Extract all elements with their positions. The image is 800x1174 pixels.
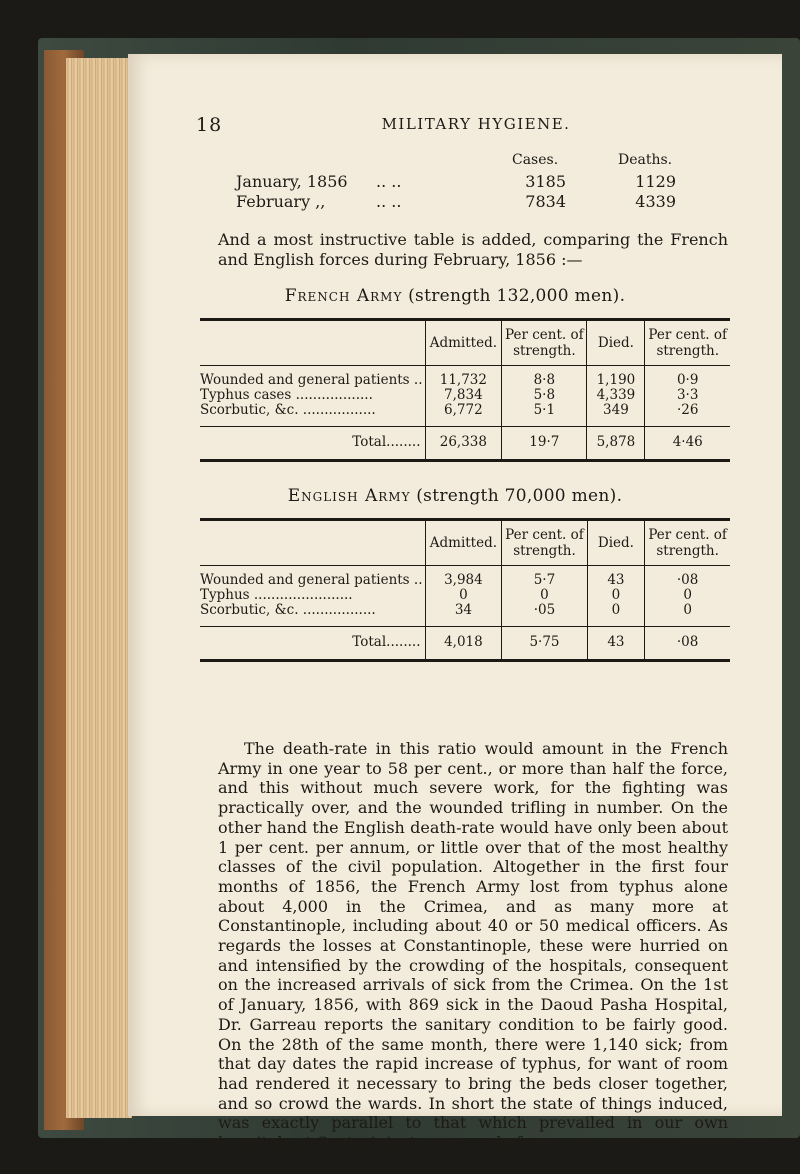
table-row [200, 603, 730, 627]
pct-died-cell: ·08 [645, 627, 730, 661]
col-admitted: Admitted. [425, 320, 502, 366]
french-caption-strength: (strength 132,000 men). [408, 286, 626, 306]
cases-value: 3185 [525, 172, 566, 191]
admitted-cell: 0 [425, 588, 502, 603]
pct-admitted-cell: ·05 [502, 603, 587, 627]
pct-admitted-cell: 5·7 [502, 566, 587, 589]
english-caption-title: English Army [287, 486, 411, 506]
total-row [200, 427, 730, 461]
pct-admitted-cell: 0 [502, 588, 587, 603]
pct-died-cell: ·26 [645, 403, 730, 427]
row-label: Typhus ....................... [200, 587, 353, 603]
died-cell: 349 [587, 403, 645, 427]
died-cell: 0 [587, 603, 645, 627]
col-died: Died. [587, 520, 645, 566]
page-edges [66, 58, 132, 1118]
english-caption [128, 486, 782, 506]
deaths-value: 4339 [635, 192, 676, 211]
died-cell: 0 [587, 588, 645, 603]
body-paragraph: The death-rate in this ratio would amount in the French Army in one year to 58 per cent., or more than half the force, and this without much severe work, for the fighting was practically over, and the wounded trifling in number. On the other hand the English death-rate would have only been about 1 per cent. per annum, or little over that of the most healthy classes of the civil population. Altogether in the first four months of 1856, the French Army lost from typhus alone about 4,000 in the Crimea, and as many more at Constantinople, including about 40 or 50 medical officers. As regards the losses at Constantinople, these were hurried on and intensified by the crowding of the hospitals, consequent on the increased arrivals of sick from the Crimea. On the 1st of January, 1856, with 869 sick in the Daoud Pasha Hospital, Dr. Garreau reports the sanitary condition to be fairly good. On the 28th of the same month, there were 1,140 sick; from that day dates the rapid increase of typhus, for want of room had rendered it necessary to bring the beds closer together, and so crowd the wards. In short the state of things induced, was exactly parallel to that which prevailed in our own hospitals at Scutari, just one year before. [218, 739, 728, 1153]
english-caption-strength: (strength 70,000 men). [416, 486, 623, 506]
admitted-cell: 6,772 [425, 403, 502, 427]
monthly-summary [236, 152, 706, 212]
pct-died-cell: 0 [645, 603, 730, 627]
pct-died-cell: 3·3 [645, 388, 730, 403]
french-caption [128, 286, 782, 306]
table-row [200, 366, 730, 389]
died-cell: 1,190 [587, 366, 645, 389]
pct-died-cell: 4·46 [645, 427, 730, 461]
pct-died-cell: ·08 [645, 566, 730, 589]
pct-admitted-cell: 19·7 [502, 427, 587, 461]
pct-died-cell: 0·9 [645, 366, 730, 389]
col-admitted: Admitted. [425, 520, 502, 566]
admitted-cell: 26,338 [425, 427, 502, 461]
table-header-row [200, 320, 730, 366]
col-pct-died: Per cent. of strength. [645, 320, 730, 366]
died-cell: 4,339 [587, 388, 645, 403]
book-page [128, 54, 782, 1153]
summary-header [236, 152, 706, 172]
deaths-value: 1129 [635, 172, 676, 191]
table-row [200, 588, 730, 603]
intro-paragraph: And a most instructive table is added, comparing the French and English forces during February, 1856 :— [218, 230, 728, 269]
month-label: January, 1856 [236, 172, 348, 191]
leader-dots: .. .. [376, 172, 402, 191]
total-label: Total........ [200, 427, 425, 461]
admitted-cell: 7,834 [425, 388, 502, 403]
page-header [196, 114, 756, 138]
total-row [200, 627, 730, 661]
deaths-header: Deaths. [618, 152, 673, 168]
summary-row [236, 192, 706, 212]
month-label: February ,, [236, 192, 326, 211]
cases-header: Cases. [512, 152, 559, 168]
running-title: MILITARY HYGIENE. [381, 115, 571, 133]
leader-dots: .. .. [376, 192, 402, 211]
total-label: Total........ [200, 627, 425, 661]
summary-row [236, 172, 706, 192]
french-caption-title: French Army [284, 286, 403, 306]
cases-value: 7834 [525, 192, 566, 211]
pct-admitted-cell: 8·8 [502, 366, 587, 389]
table-header-row [200, 520, 730, 566]
col-pct-admitted: Per cent. of strength. [502, 520, 587, 566]
admitted-cell: 34 [425, 603, 502, 627]
table-row [200, 388, 730, 403]
died-cell: 43 [587, 566, 645, 589]
row-label: Scorbutic, &c. ................. [200, 602, 376, 618]
pct-admitted-cell: 5·8 [502, 388, 587, 403]
pct-admitted-cell: 5·1 [502, 403, 587, 427]
pct-died-cell: 0 [645, 588, 730, 603]
row-label: Wounded and general patients .. [200, 572, 423, 588]
died-cell: 43 [587, 627, 645, 661]
admitted-cell: 4,018 [425, 627, 502, 661]
table-row [200, 403, 730, 427]
english-army-table [200, 518, 730, 662]
col-died: Died. [587, 320, 645, 366]
admitted-cell: 11,732 [425, 366, 502, 389]
table-row [200, 566, 730, 589]
row-label: Wounded and general patients .. [200, 372, 423, 388]
page-number: 18 [196, 114, 223, 136]
pct-admitted-cell: 5·75 [502, 627, 587, 661]
row-label: Scorbutic, &c. ................. [200, 402, 376, 418]
french-army-table [200, 318, 730, 462]
died-cell: 5,878 [587, 427, 645, 461]
admitted-cell: 3,984 [425, 566, 502, 589]
col-pct-admitted: Per cent. of strength. [502, 320, 587, 366]
row-label: Typhus cases .................. [200, 387, 373, 403]
col-pct-died: Per cent. of strength. [645, 520, 730, 566]
